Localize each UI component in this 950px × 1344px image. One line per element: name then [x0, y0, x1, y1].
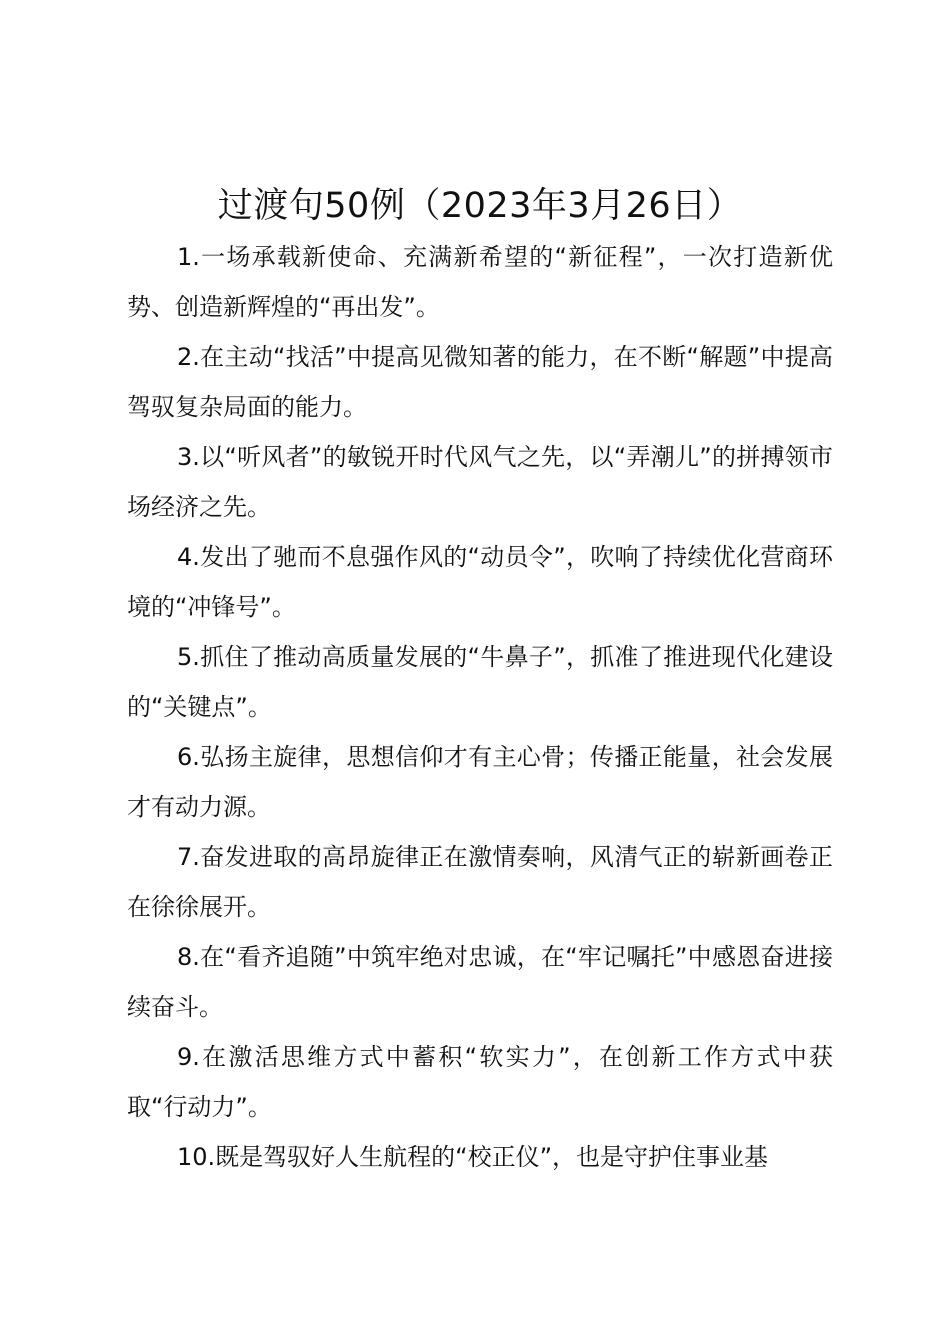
item-number: 6.	[177, 743, 200, 771]
item-text: 抓住了推动高质量发展的“牛鼻子”，抓准了推进现代化建设的“关键点”。	[127, 643, 833, 721]
document-title: 过渡句50例（2023年3月26日）	[217, 186, 743, 226]
item-number: 4.	[177, 543, 200, 571]
document-page	[127, 180, 833, 1182]
item-number: 7.	[177, 843, 200, 871]
item-text: 弘扬主旋律，思想信仰才有主心骨；传播正能量，社会发展才有动力源。	[127, 743, 833, 821]
list-item-1	[127, 232, 833, 332]
item-number: 3.	[177, 443, 200, 471]
item-number: 9.	[177, 1043, 200, 1071]
item-text: 在“看齐追随”中筑牢绝对忠诚，在“牢记嘱托”中感恩奋进接续奋斗。	[127, 943, 833, 1021]
item-number: 5.	[177, 643, 200, 671]
list-item-9	[127, 1032, 833, 1132]
list-item-7	[127, 832, 833, 932]
item-text: 奋发进取的高昂旋律正在激情奏响，风清气正的崭新画卷正在徐徐展开。	[127, 843, 833, 921]
item-text: 一场承载新使命、充满新希望的“新征程”，一次打造新优势、创造新辉煌的“再出发”。	[127, 243, 833, 321]
item-text: 在激活思维方式中蓄积“软实力”，在创新工作方式中获取“行动力”。	[127, 1043, 833, 1121]
item-number: 10.	[177, 1143, 216, 1171]
item-text: 既是驾驭好人生航程的“校正仪”，也是守护住事业基	[215, 1143, 769, 1171]
list-item-4	[127, 532, 833, 632]
item-text: 以“听风者”的敏锐开时代风气之先，以“弄潮儿”的拼搏领市场经济之先。	[127, 443, 833, 521]
list-item-3	[127, 432, 833, 532]
list-item-6	[127, 732, 833, 832]
item-text: 在主动“找活”中提高见微知著的能力，在不断“解题”中提高驾驭复杂局面的能力。	[127, 343, 833, 421]
list-item-10	[127, 1132, 833, 1182]
list-item-8	[127, 932, 833, 1032]
item-text: 发出了驰而不息强作风的“动员令”，吹响了持续优化营商环境的“冲锋号”。	[127, 543, 833, 621]
item-number: 8.	[177, 943, 200, 971]
list-item-5	[127, 632, 833, 732]
item-number: 2.	[177, 343, 200, 371]
item-number: 1.	[177, 243, 200, 271]
list-item-2	[127, 332, 833, 432]
